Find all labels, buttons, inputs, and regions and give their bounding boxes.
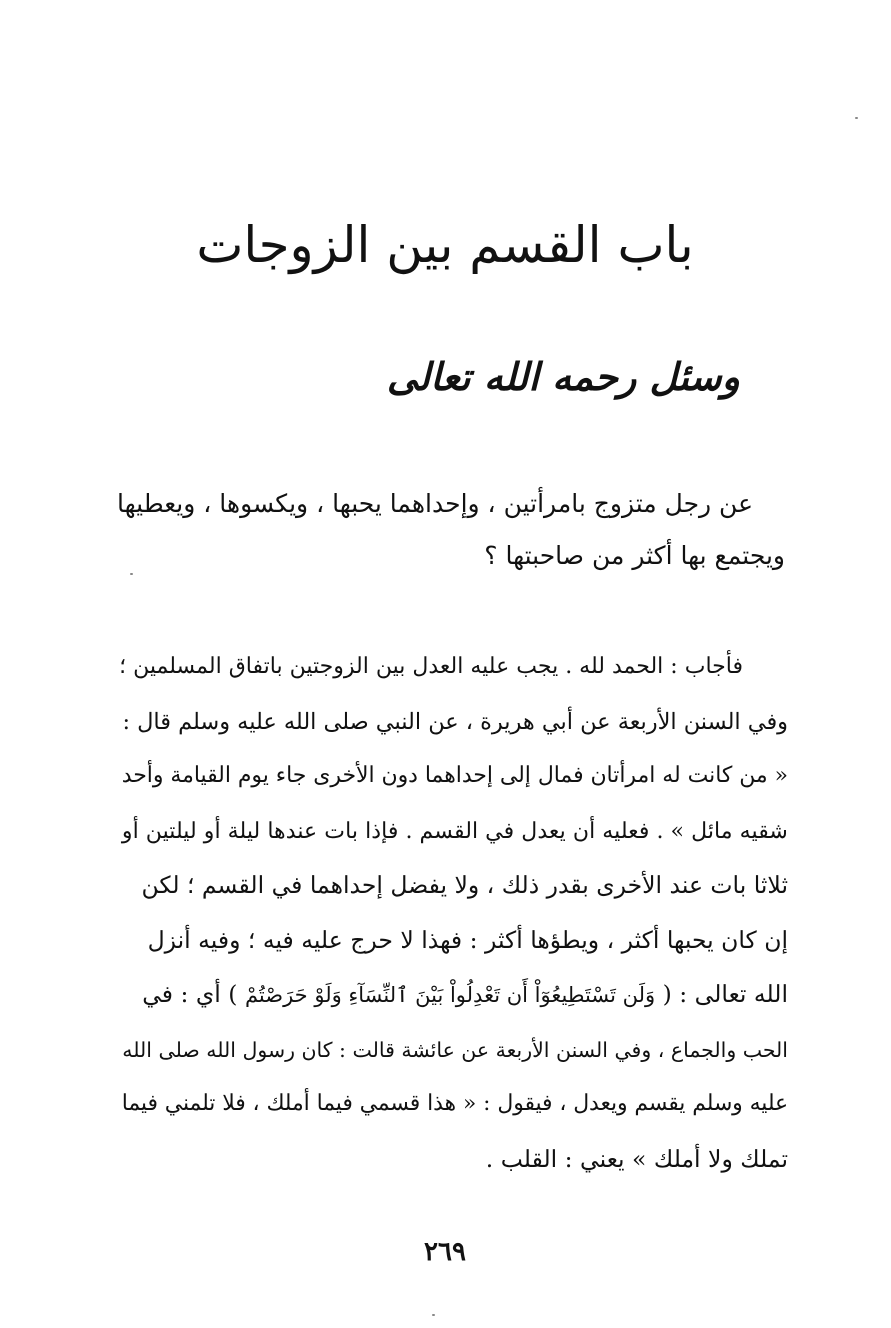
scan-speck bbox=[130, 573, 133, 575]
verse-line bbox=[108, 967, 788, 1023]
answer-line: شقيه مائل » . فعليه أن يعدل في القسم . فإذا بات عندها ليلة أو ليلتين أو bbox=[121, 817, 788, 844]
question-line: عن رجل متزوج بامرأتين ، وإحداهما يحبها ، ويكسوها ، ويعطيها bbox=[117, 489, 753, 518]
answer-line: وفي السنن الأربعة عن أبي هريرة ، عن النبي صلى الله عليه وسلم قال : bbox=[122, 708, 788, 735]
answer-line: إن كان يحبها أكثر ، ويطؤها أكثر : فهذا لا حرج عليه فيه ؛ وفيه أنزل bbox=[147, 925, 788, 954]
chapter-title: باب القسم بين الزوجات bbox=[196, 216, 694, 274]
scan-speck bbox=[432, 1314, 435, 1316]
question-line: ويجتمع بها أكثر من صاحبتها ؟ bbox=[484, 541, 785, 570]
answer-paragraph bbox=[108, 640, 788, 1186]
answer-line: « من كانت له امرأتان فمال إلى إحداهما دون الأخرى جاء يوم القيامة وأحد bbox=[121, 763, 788, 788]
answer-line: عليه وسلم يقسم ويعدل ، فيقول : « هذا قسمي فيما أملك ، فلا تلمني فيما bbox=[121, 1091, 788, 1116]
verse-outro: ) أي : في bbox=[142, 980, 238, 1008]
page-number: ٢٦٩ bbox=[424, 1237, 466, 1267]
subheading: وسئل رحمه الله تعالى bbox=[386, 354, 740, 399]
quran-verse: وَلَن تَسْتَطِيعُوٓاْ أَن تَعْدِلُواْ بَيْنَ ٱلنِّسَآءِ وَلَوْ حَرَصْتُمْ bbox=[244, 983, 656, 1007]
verse-intro: الله تعالى : ( bbox=[662, 980, 788, 1008]
answer-line: تملك ولا أملك » يعني : القلب . bbox=[485, 1144, 788, 1173]
answer-line: الحب والجماع ، وفي السنن الأربعة عن عائشة قالت : كان رسول الله صلى الله bbox=[122, 1037, 788, 1062]
scan-speck bbox=[855, 117, 858, 119]
answer-line: ثلاثا بات عند الأخرى بقدر ذلك ، ولا يفضل إحداهما في القسم ؛ لكن bbox=[141, 871, 788, 899]
answer-line: فأجاب : الحمد لله . يجب عليه العدل بين الزوجتين باتفاق المسلمين ؛ bbox=[119, 654, 743, 679]
question-paragraph bbox=[105, 478, 785, 582]
